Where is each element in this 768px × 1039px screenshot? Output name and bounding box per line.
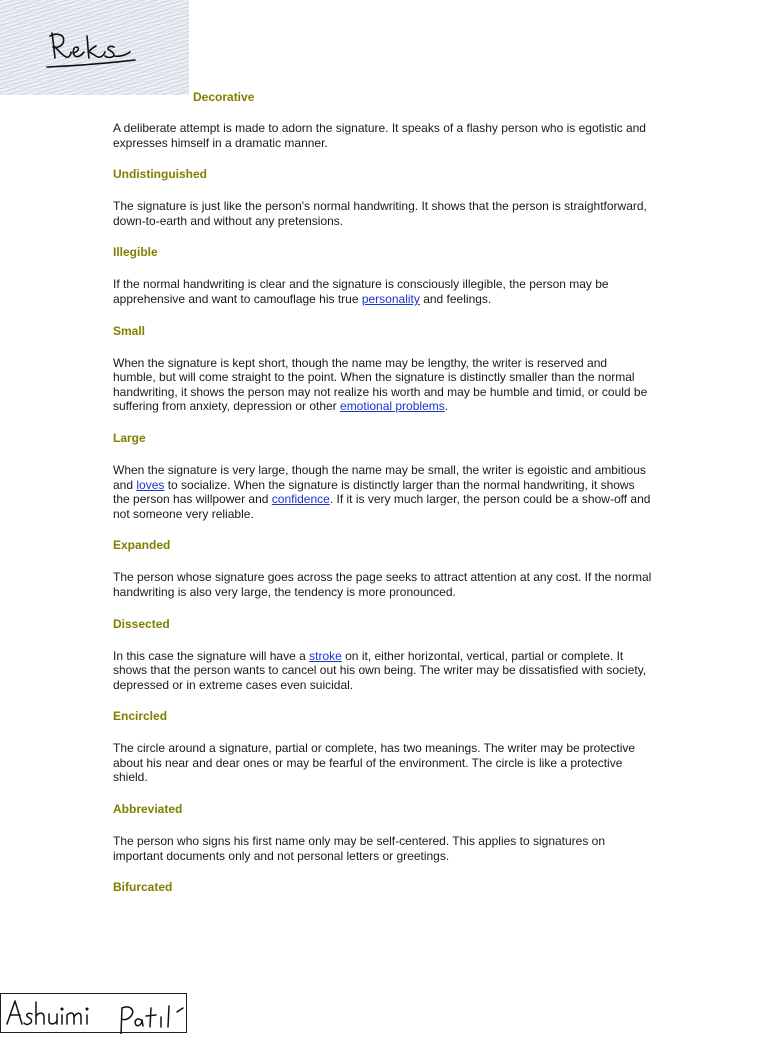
paragraph-text: The circle around a signature, partial or complete, has two meanings. The writer may be protective about his near and dear ones or may be fearful of the environment. The circle is like a protective shield. bbox=[113, 741, 636, 785]
section-dissected bbox=[113, 617, 653, 693]
section-text bbox=[113, 277, 653, 306]
paragraph-text: The person whose signature goes across the page seeks to attract attention at any cost. If the normal handwriting is also very large, the tendency is more pronounced. bbox=[113, 570, 652, 599]
section-undistinguished bbox=[113, 167, 653, 228]
section-heading: Illegible bbox=[113, 245, 158, 260]
section-encircled bbox=[113, 709, 653, 785]
section-text bbox=[113, 121, 653, 150]
inline-link-personality[interactable]: personality bbox=[361, 291, 420, 306]
section-decorative bbox=[113, 121, 653, 150]
section-heading: Small bbox=[113, 323, 146, 338]
paragraph-text: on it, either horizontal, vertical, partial or complete. It shows that the person wants to cancel out his own being. The writer may be dissatisfied with society, depressed or in extreme cases even suicidal. bbox=[113, 648, 647, 692]
section-text bbox=[113, 649, 653, 693]
section-heading: Encircled bbox=[113, 709, 168, 724]
section-heading: Large bbox=[113, 430, 146, 445]
section-heading: Abbreviated bbox=[113, 802, 183, 817]
section-text bbox=[113, 356, 653, 414]
signature-ashwini-handwriting bbox=[1, 994, 188, 1034]
section-text bbox=[113, 834, 653, 863]
section-expanded bbox=[113, 538, 653, 599]
signature-image-top bbox=[0, 0, 189, 95]
signature-rsks-handwriting bbox=[0, 0, 189, 95]
inline-link-stroke[interactable]: stroke bbox=[309, 648, 342, 663]
document-body bbox=[113, 121, 653, 912]
paragraph-text: and feelings. bbox=[419, 291, 492, 306]
inline-link-loves[interactable]: loves bbox=[136, 477, 165, 492]
paragraph-text: to socialize. When the signature is distinctly larger than the normal handwriting, it shows the person has willpower and bbox=[113, 477, 635, 507]
section-abbreviated bbox=[113, 802, 653, 863]
section-heading: Dissected bbox=[113, 616, 170, 631]
section-text bbox=[113, 199, 653, 228]
paragraph-text: In this case the signature will have a bbox=[113, 648, 310, 663]
inline-link-emotional-problems[interactable]: emotional problems bbox=[340, 399, 445, 414]
paragraph-text: When the signature is very large, though the name may be small, the writer is egoistic and ambitious and bbox=[113, 462, 646, 492]
section-heading-decorative: Decorative bbox=[193, 90, 255, 104]
section-illegible bbox=[113, 245, 653, 306]
paragraph-text: . If it is very much larger, the person could be a show-off and not someone very reliable. bbox=[113, 492, 651, 521]
section-text bbox=[113, 570, 653, 599]
section-heading: Undistinguished bbox=[113, 167, 207, 182]
section-small bbox=[113, 324, 653, 414]
section-text bbox=[113, 463, 653, 521]
paragraph-text: If the normal handwriting is clear and the signature is consciously illegible, the person may be apprehensive and want to camouflage his true bbox=[113, 277, 609, 306]
section-heading: Bifurcated bbox=[113, 880, 173, 895]
signature-image-bottom bbox=[0, 993, 187, 1033]
section-large bbox=[113, 431, 653, 521]
paragraph-text: The person who signs his first name only may be self-centered. This applies to signatures on important documents only and not personal letters or greetings. bbox=[113, 834, 606, 863]
section-heading: Expanded bbox=[113, 538, 171, 553]
paragraph-text: A deliberate attempt is made to adorn the signature. It speaks of a flashy person who is egotistic and expresses himself in a dramatic manner. bbox=[113, 121, 646, 150]
paragraph-text: When the signature is kept short, though the name may be lengthy, the writer is reserved and humble, but will come straight to the point. When the signature is distinctly smaller than the normal handwriting, it shows the person may not realize his worth and may be humble and timid, or could be suffering from anxiety, depression or other bbox=[113, 355, 648, 414]
inline-link-confidence[interactable]: confidence bbox=[271, 492, 330, 507]
section-bifurcated bbox=[113, 880, 653, 895]
section-text bbox=[113, 741, 653, 785]
paragraph-text: The signature is just like the person's normal handwriting. It shows that the person is straightforward, down-to-earth and without any pretensions. bbox=[113, 199, 647, 228]
paragraph-text: . bbox=[444, 399, 449, 414]
